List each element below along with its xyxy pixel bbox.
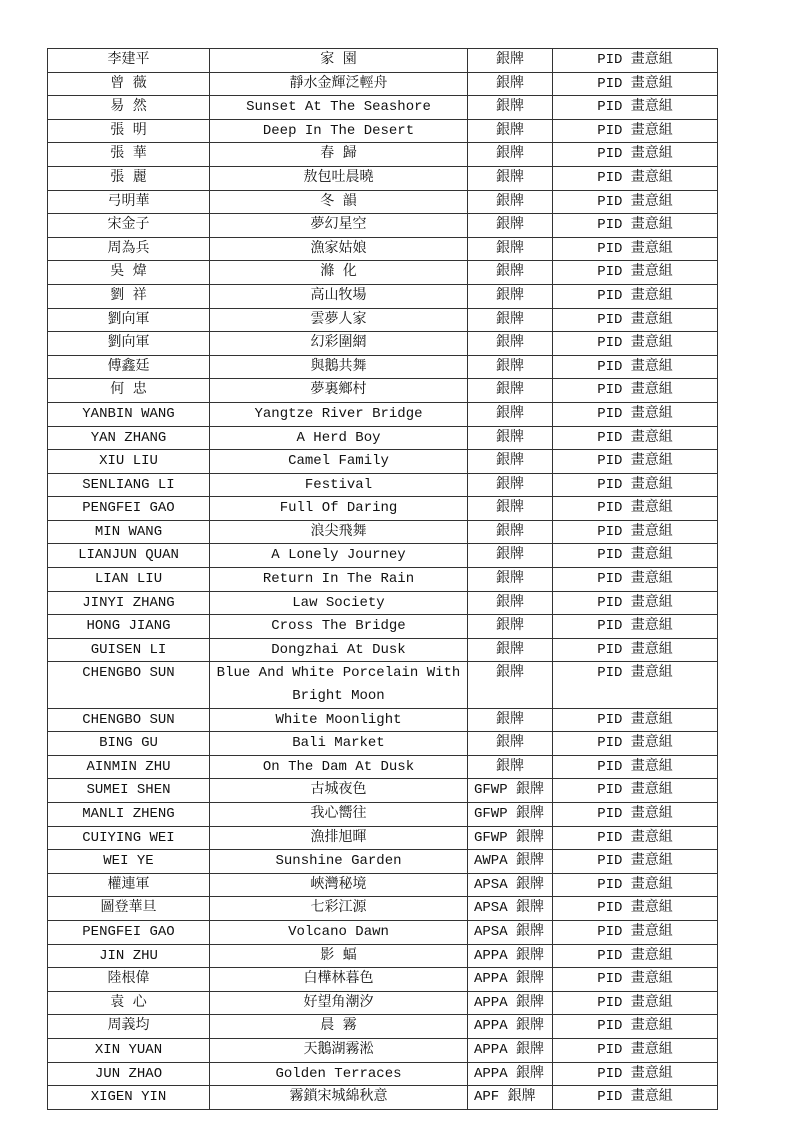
group-cell: PID 畫意組 [553, 450, 718, 474]
group-cell: PID 畫意組 [553, 214, 718, 238]
photo-title-cell: White Moonlight [210, 708, 468, 732]
photo-title-cell: 家 園 [210, 49, 468, 73]
group-cell: PID 畫意組 [553, 190, 718, 214]
table-row [48, 497, 718, 521]
entrant-name-cell: LIAN LIU [48, 568, 210, 592]
group-cell: PID 畫意組 [553, 237, 718, 261]
table-row [48, 1015, 718, 1039]
entrant-name-cell: 權連軍 [48, 873, 210, 897]
table-row [48, 732, 718, 756]
photo-title-cell: Camel Family [210, 450, 468, 474]
award-cell: 銀牌 [468, 332, 553, 356]
award-cell: APPA 銀牌 [468, 1062, 553, 1086]
group-cell: PID 畫意組 [553, 803, 718, 827]
table-row [48, 873, 718, 897]
entrant-name-cell: BING GU [48, 732, 210, 756]
group-cell: PID 畫意組 [553, 591, 718, 615]
award-cell: 銀牌 [468, 49, 553, 73]
entrant-name-cell: 劉 祥 [48, 284, 210, 308]
table-row [48, 143, 718, 167]
award-cell: 銀牌 [468, 615, 553, 639]
group-cell: PID 畫意組 [553, 708, 718, 732]
entrant-name-cell: PENGFEI GAO [48, 497, 210, 521]
entrant-name-cell: PENGFEI GAO [48, 920, 210, 944]
group-cell: PID 畫意組 [553, 968, 718, 992]
award-cell: AWPA 銀牌 [468, 850, 553, 874]
entrant-name-cell: 圖登華旦 [48, 897, 210, 921]
photo-title-cell: 峽灣秘境 [210, 873, 468, 897]
photo-title-cell: 與鵝共舞 [210, 355, 468, 379]
photo-title-cell: 我心嚮往 [210, 803, 468, 827]
table-row [48, 1062, 718, 1086]
award-cell: 銀牌 [468, 143, 553, 167]
photo-title-cell: 晨 霧 [210, 1015, 468, 1039]
entrant-name-cell: 曾 薇 [48, 72, 210, 96]
entrant-name-cell: 李建平 [48, 49, 210, 73]
entrant-name-cell: 周義均 [48, 1015, 210, 1039]
group-cell: PID 畫意組 [553, 991, 718, 1015]
photo-title-cell: 好望角潮汐 [210, 991, 468, 1015]
group-cell: PID 畫意組 [553, 143, 718, 167]
award-cell: 銀牌 [468, 591, 553, 615]
group-cell: PID 畫意組 [553, 873, 718, 897]
entrant-name-cell: 張 明 [48, 119, 210, 143]
table-row [48, 1086, 718, 1110]
award-cell: 銀牌 [468, 284, 553, 308]
photo-title-cell: Volcano Dawn [210, 920, 468, 944]
table-row [48, 49, 718, 73]
table-row [48, 261, 718, 285]
table-row [48, 803, 718, 827]
group-cell: PID 畫意組 [553, 49, 718, 73]
table-row [48, 662, 718, 708]
photo-title-cell: 影 蝠 [210, 944, 468, 968]
table-row [48, 968, 718, 992]
award-cell: APF 銀牌 [468, 1086, 553, 1110]
entrant-name-cell: 周為兵 [48, 237, 210, 261]
award-cell: 銀牌 [468, 190, 553, 214]
photo-title-cell: Full Of Daring [210, 497, 468, 521]
table-row [48, 119, 718, 143]
group-cell: PID 畫意組 [553, 166, 718, 190]
table-row [48, 920, 718, 944]
entrant-name-cell: AINMIN ZHU [48, 755, 210, 779]
table-row [48, 991, 718, 1015]
photo-title-cell: Cross The Bridge [210, 615, 468, 639]
photo-title-cell: 敖包吐晨曉 [210, 166, 468, 190]
photo-title-cell: On The Dam At Dusk [210, 755, 468, 779]
award-cell: 銀牌 [468, 662, 553, 708]
table-row [48, 850, 718, 874]
table-row [48, 402, 718, 426]
group-cell: PID 畫意組 [553, 402, 718, 426]
entrant-name-cell: 張 華 [48, 143, 210, 167]
group-cell: PID 畫意組 [553, 332, 718, 356]
award-cell: 銀牌 [468, 755, 553, 779]
photo-title-cell: Sunshine Garden [210, 850, 468, 874]
group-cell: PID 畫意組 [553, 1086, 718, 1110]
award-cell: 銀牌 [468, 497, 553, 521]
award-cell: APSA 銀牌 [468, 897, 553, 921]
group-cell: PID 畫意組 [553, 638, 718, 662]
table-row [48, 897, 718, 921]
entrant-name-cell: HONG JIANG [48, 615, 210, 639]
entrant-name-cell: 陸根偉 [48, 968, 210, 992]
entrant-name-cell: 何 忠 [48, 379, 210, 403]
group-cell: PID 畫意組 [553, 1038, 718, 1062]
award-cell: 銀牌 [468, 119, 553, 143]
group-cell: PID 畫意組 [553, 379, 718, 403]
photo-title-cell: 漁家姑娘 [210, 237, 468, 261]
entrant-name-cell: 宋金子 [48, 214, 210, 238]
entrant-name-cell: JIN ZHU [48, 944, 210, 968]
award-cell: APPA 銀牌 [468, 944, 553, 968]
photo-title-cell: Bali Market [210, 732, 468, 756]
photo-title-cell: 滌 化 [210, 261, 468, 285]
photo-title-cell: 霧鎖宋城綿秋意 [210, 1086, 468, 1110]
entrant-name-cell: 弓明華 [48, 190, 210, 214]
group-cell: PID 畫意組 [553, 473, 718, 497]
entrant-name-cell: XIN YUAN [48, 1038, 210, 1062]
group-cell: PID 畫意組 [553, 568, 718, 592]
photo-title-cell: Law Society [210, 591, 468, 615]
group-cell: PID 畫意組 [553, 920, 718, 944]
entrant-name-cell: 袁 心 [48, 991, 210, 1015]
entrant-name-cell: CUIYING WEI [48, 826, 210, 850]
photo-title-cell: Golden Terraces [210, 1062, 468, 1086]
award-cell: 銀牌 [468, 638, 553, 662]
group-cell: PID 畫意組 [553, 1015, 718, 1039]
photo-title-cell: 夢裏鄉村 [210, 379, 468, 403]
table-row [48, 826, 718, 850]
photo-title-cell: Deep In The Desert [210, 119, 468, 143]
entrant-name-cell: 傅鑫廷 [48, 355, 210, 379]
table-row [48, 426, 718, 450]
group-cell: PID 畫意組 [553, 1062, 718, 1086]
entrant-name-cell: 易 然 [48, 96, 210, 120]
photo-title-cell: 高山牧場 [210, 284, 468, 308]
award-cell: 銀牌 [468, 426, 553, 450]
table-row [48, 520, 718, 544]
group-cell: PID 畫意組 [553, 261, 718, 285]
entrant-name-cell: XIGEN YIN [48, 1086, 210, 1110]
photo-title-cell: 浪尖飛舞 [210, 520, 468, 544]
table-row [48, 166, 718, 190]
group-cell: PID 畫意組 [553, 426, 718, 450]
group-cell: PID 畫意組 [553, 615, 718, 639]
photo-title-cell: 白樺林暮色 [210, 968, 468, 992]
entrant-name-cell: SUMEI SHEN [48, 779, 210, 803]
entrant-name-cell: 劉向軍 [48, 308, 210, 332]
entrant-name-cell: SENLIANG LI [48, 473, 210, 497]
photo-title-cell: Dongzhai At Dusk [210, 638, 468, 662]
table-row [48, 568, 718, 592]
group-cell: PID 畫意組 [553, 897, 718, 921]
entrant-name-cell: XIU LIU [48, 450, 210, 474]
entrant-name-cell: YANBIN WANG [48, 402, 210, 426]
award-cell: 銀牌 [468, 732, 553, 756]
award-cell: 銀牌 [468, 237, 553, 261]
group-cell: PID 畫意組 [553, 497, 718, 521]
group-cell: PID 畫意組 [553, 826, 718, 850]
award-cell: 銀牌 [468, 568, 553, 592]
photo-title-cell: 漁排旭暉 [210, 826, 468, 850]
table-row [48, 638, 718, 662]
table-row [48, 473, 718, 497]
group-cell: PID 畫意組 [553, 544, 718, 568]
photo-title-cell: 夢幻星空 [210, 214, 468, 238]
table-row [48, 332, 718, 356]
award-cell: 銀牌 [468, 708, 553, 732]
photo-title-cell: 幻彩圍網 [210, 332, 468, 356]
photo-title-cell: 春 歸 [210, 143, 468, 167]
group-cell: PID 畫意組 [553, 944, 718, 968]
group-cell: PID 畫意組 [553, 732, 718, 756]
entrant-name-cell: CHENGBO SUN [48, 662, 210, 708]
group-cell: PID 畫意組 [553, 119, 718, 143]
entrant-name-cell: CHENGBO SUN [48, 708, 210, 732]
award-cell: APSA 銀牌 [468, 873, 553, 897]
awards-table-body [48, 49, 718, 1110]
photo-title-cell: 古城夜色 [210, 779, 468, 803]
table-row [48, 755, 718, 779]
award-cell: 銀牌 [468, 450, 553, 474]
award-cell: APPA 銀牌 [468, 1038, 553, 1062]
award-cell: 銀牌 [468, 308, 553, 332]
group-cell: PID 畫意組 [553, 662, 718, 708]
group-cell: PID 畫意組 [553, 96, 718, 120]
award-cell: APPA 銀牌 [468, 1015, 553, 1039]
award-cell: 銀牌 [468, 214, 553, 238]
award-cell: 銀牌 [468, 520, 553, 544]
photo-title-cell: A Herd Boy [210, 426, 468, 450]
photo-title-cell: Sunset At The Seashore [210, 96, 468, 120]
photo-title-cell: Festival [210, 473, 468, 497]
award-cell: GFWP 銀牌 [468, 826, 553, 850]
entrant-name-cell: 吳 煒 [48, 261, 210, 285]
entrant-name-cell: MANLI ZHENG [48, 803, 210, 827]
table-row [48, 779, 718, 803]
award-cell: 銀牌 [468, 402, 553, 426]
table-row [48, 379, 718, 403]
entrant-name-cell: JUN ZHAO [48, 1062, 210, 1086]
table-row [48, 72, 718, 96]
group-cell: PID 畫意組 [553, 520, 718, 544]
table-row [48, 944, 718, 968]
award-cell: GFWP 銀牌 [468, 803, 553, 827]
awards-table [47, 48, 718, 1110]
table-row [48, 237, 718, 261]
award-cell: APPA 銀牌 [468, 968, 553, 992]
award-cell: 銀牌 [468, 379, 553, 403]
entrant-name-cell: YAN ZHANG [48, 426, 210, 450]
group-cell: PID 畫意組 [553, 850, 718, 874]
photo-title-cell: 雲夢人家 [210, 308, 468, 332]
entrant-name-cell: 劉向軍 [48, 332, 210, 356]
photo-title-cell: Blue And White Porcelain With Bright Moon [210, 662, 468, 708]
group-cell: PID 畫意組 [553, 779, 718, 803]
table-row [48, 190, 718, 214]
group-cell: PID 畫意組 [553, 72, 718, 96]
photo-title-cell: 靜水金輝泛輕舟 [210, 72, 468, 96]
entrant-name-cell: MIN WANG [48, 520, 210, 544]
group-cell: PID 畫意組 [553, 308, 718, 332]
group-cell: PID 畫意組 [553, 284, 718, 308]
table-row [48, 1038, 718, 1062]
entrant-name-cell: LIANJUN QUAN [48, 544, 210, 568]
award-cell: APPA 銀牌 [468, 991, 553, 1015]
award-cell: 銀牌 [468, 261, 553, 285]
award-cell: 銀牌 [468, 473, 553, 497]
photo-title-cell: Yangtze River Bridge [210, 402, 468, 426]
photo-title-cell: 七彩江源 [210, 897, 468, 921]
entrant-name-cell: 張 麗 [48, 166, 210, 190]
award-cell: APSA 銀牌 [468, 920, 553, 944]
entrant-name-cell: GUISEN LI [48, 638, 210, 662]
table-row [48, 355, 718, 379]
award-cell: GFWP 銀牌 [468, 779, 553, 803]
award-cell: 銀牌 [468, 96, 553, 120]
table-row [48, 308, 718, 332]
photo-title-cell: Return In The Rain [210, 568, 468, 592]
table-row [48, 708, 718, 732]
award-cell: 銀牌 [468, 355, 553, 379]
table-row [48, 96, 718, 120]
table-row [48, 544, 718, 568]
award-cell: 銀牌 [468, 72, 553, 96]
entrant-name-cell: JINYI ZHANG [48, 591, 210, 615]
group-cell: PID 畫意組 [553, 355, 718, 379]
group-cell: PID 畫意組 [553, 755, 718, 779]
table-row [48, 615, 718, 639]
photo-title-cell: 冬 韻 [210, 190, 468, 214]
award-cell: 銀牌 [468, 544, 553, 568]
table-row [48, 450, 718, 474]
table-row [48, 214, 718, 238]
photo-title-cell: A Lonely Journey [210, 544, 468, 568]
table-row [48, 591, 718, 615]
award-cell: 銀牌 [468, 166, 553, 190]
table-row [48, 284, 718, 308]
photo-title-cell: 天鵝湖霧淞 [210, 1038, 468, 1062]
entrant-name-cell: WEI YE [48, 850, 210, 874]
